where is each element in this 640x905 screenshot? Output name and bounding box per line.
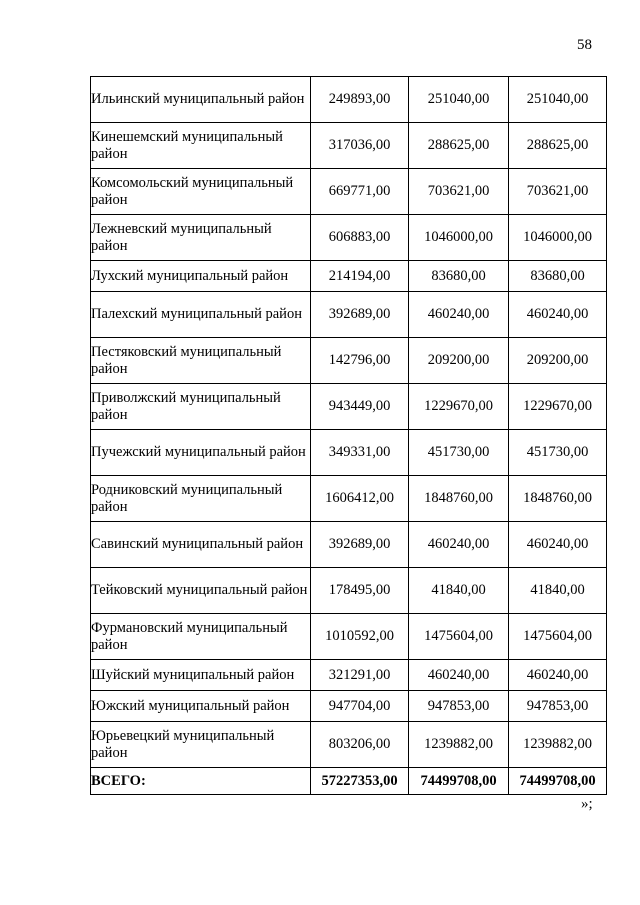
value-cell: 606883,00 [311, 215, 409, 261]
district-name: Шуйский муниципальный район [91, 660, 311, 691]
value-cell: 1046000,00 [409, 215, 509, 261]
district-name: Ильинский муниципальный район [91, 77, 311, 123]
district-name: Савинский муниципальный район [91, 522, 311, 568]
value-cell: 451730,00 [509, 430, 607, 476]
value-cell: 249893,00 [311, 77, 409, 123]
value-cell: 460240,00 [409, 660, 509, 691]
table-row [91, 476, 607, 522]
value-cell: 460240,00 [509, 660, 607, 691]
value-cell: 251040,00 [409, 77, 509, 123]
total-value: 74499708,00 [509, 768, 607, 795]
district-name: Пучежский муниципальный район [91, 430, 311, 476]
district-name: Кинешемский муниципальный район [91, 123, 311, 169]
value-cell: 1239882,00 [509, 722, 607, 768]
value-cell: 460240,00 [509, 292, 607, 338]
value-cell: 1010592,00 [311, 614, 409, 660]
value-cell: 321291,00 [311, 660, 409, 691]
table-row [91, 568, 607, 614]
district-name: Фурмановский муниципальный район [91, 614, 311, 660]
table-row [91, 430, 607, 476]
value-cell: 803206,00 [311, 722, 409, 768]
value-cell: 83680,00 [409, 261, 509, 292]
value-cell: 1475604,00 [509, 614, 607, 660]
value-cell: 288625,00 [509, 123, 607, 169]
value-cell: 947853,00 [509, 691, 607, 722]
value-cell: 209200,00 [409, 338, 509, 384]
value-cell: 947704,00 [311, 691, 409, 722]
value-cell: 41840,00 [409, 568, 509, 614]
district-name: Комсомольский муниципальный район [91, 169, 311, 215]
table-row [91, 691, 607, 722]
district-name: Лежневский муниципальный район [91, 215, 311, 261]
table-row [91, 384, 607, 430]
value-cell: 943449,00 [311, 384, 409, 430]
value-cell: 41840,00 [509, 568, 607, 614]
value-cell: 349331,00 [311, 430, 409, 476]
value-cell: 703621,00 [409, 169, 509, 215]
table-row [91, 123, 607, 169]
value-cell: 317036,00 [311, 123, 409, 169]
total-row [91, 768, 607, 795]
table-row [91, 338, 607, 384]
value-cell: 178495,00 [311, 568, 409, 614]
value-cell: 1848760,00 [509, 476, 607, 522]
value-cell: 1239882,00 [409, 722, 509, 768]
district-name: Юрьевецкий муниципальный район [91, 722, 311, 768]
value-cell: 1046000,00 [509, 215, 607, 261]
district-name: Лухский муниципальный район [91, 261, 311, 292]
value-cell: 142796,00 [311, 338, 409, 384]
value-cell: 251040,00 [509, 77, 607, 123]
value-cell: 392689,00 [311, 522, 409, 568]
value-cell: 669771,00 [311, 169, 409, 215]
table-row [91, 722, 607, 768]
district-name: Приволжский муниципальный район [91, 384, 311, 430]
value-cell: 83680,00 [509, 261, 607, 292]
table-row [91, 169, 607, 215]
total-label: ВСЕГО: [91, 768, 311, 795]
value-cell: 460240,00 [409, 292, 509, 338]
value-cell: 1606412,00 [311, 476, 409, 522]
table-row [91, 292, 607, 338]
value-cell: 947853,00 [409, 691, 509, 722]
table-row [91, 522, 607, 568]
value-cell: 1229670,00 [409, 384, 509, 430]
district-name: Палехский муниципальный район [91, 292, 311, 338]
value-cell: 214194,00 [311, 261, 409, 292]
total-value: 74499708,00 [409, 768, 509, 795]
value-cell: 1229670,00 [509, 384, 607, 430]
budget-table [90, 76, 607, 795]
table-row [91, 77, 607, 123]
value-cell: 703621,00 [509, 169, 607, 215]
value-cell: 460240,00 [409, 522, 509, 568]
value-cell: 460240,00 [509, 522, 607, 568]
district-name: Южский муниципальный район [91, 691, 311, 722]
value-cell: 288625,00 [409, 123, 509, 169]
closing-quote-mark: »; [581, 796, 593, 812]
district-name: Родниковский муниципальный район [91, 476, 311, 522]
table-row [91, 660, 607, 691]
table-row [91, 261, 607, 292]
value-cell: 1475604,00 [409, 614, 509, 660]
table-row [91, 215, 607, 261]
page-number: 58 [577, 37, 592, 53]
district-name: Тейковский муниципальный район [91, 568, 311, 614]
value-cell: 392689,00 [311, 292, 409, 338]
value-cell: 209200,00 [509, 338, 607, 384]
table-row [91, 614, 607, 660]
value-cell: 451730,00 [409, 430, 509, 476]
value-cell: 1848760,00 [409, 476, 509, 522]
district-name: Пестяковский муниципальный район [91, 338, 311, 384]
total-value: 57227353,00 [311, 768, 409, 795]
